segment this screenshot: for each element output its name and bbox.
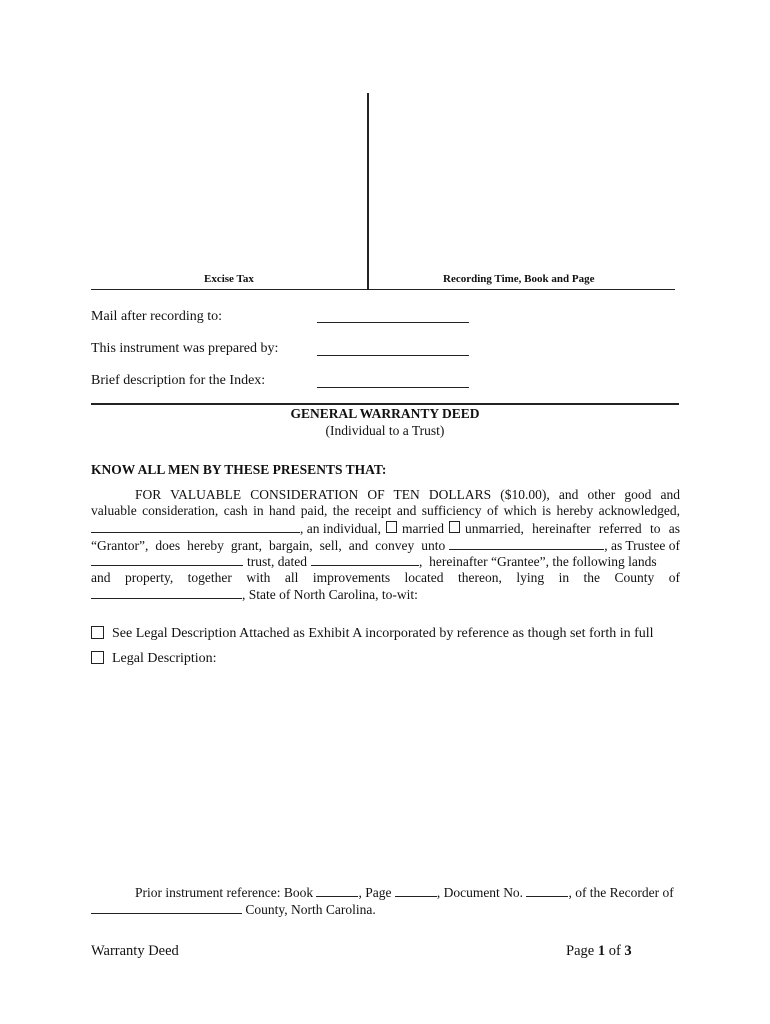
prepared-by-label: This instrument was prepared by: [91,341,279,356]
document-title: GENERAL WARRANTY DEED [290,406,480,421]
book-field[interactable] [316,884,358,897]
prior-recorder-text: , of the Recorder of [568,885,674,900]
state-text: , State of North Carolina, to-wit: [242,587,418,602]
body-line-1: FOR VALUABLE CONSIDERATION OF TEN DOLLARS ($10.00), and other good and [135,487,680,502]
married-label: married [402,521,444,536]
county-field[interactable] [91,586,242,599]
married-checkbox[interactable] [386,521,397,533]
document-subtitle: (Individual to a Trust) [325,423,445,438]
prepared-by-field[interactable] [317,355,469,356]
page-total: 3 [624,943,632,959]
excise-tax-label: Excise Tax [204,273,254,285]
prior-page-text: , Page [358,885,392,900]
trust-date-field[interactable] [311,553,419,566]
header-divider [367,93,369,289]
section-divider [91,403,679,405]
legal-option [91,651,217,667]
trustee-name-field[interactable] [449,537,604,550]
page-field[interactable] [395,884,437,897]
mail-after-label: Mail after recording to: [91,309,223,324]
legal-checkbox[interactable] [91,651,104,664]
grantee-text: , hereinafter “Grantee”, the following lands [419,554,657,569]
document-no-field[interactable] [526,884,568,897]
prior-line-2 [91,901,680,918]
body-line-4 [91,537,680,554]
exhibit-option [91,626,654,642]
grantor-name-field[interactable] [91,520,300,533]
mail-after-field[interactable] [317,322,469,323]
grant-text: “Grantor”, does hereby grant, bargain, sell, and convey unto [91,538,446,553]
unmarried-text: unmarried, hereinafter referred to as [464,521,680,536]
page-of: of [608,943,621,959]
brief-description-field[interactable] [317,387,469,388]
brief-description-label: Brief description for the Index: [91,373,266,388]
body-line-3 [91,520,680,537]
page-current: 1 [597,943,606,959]
body-line-5 [91,553,680,570]
footer-doc-name: Warranty Deed [91,943,179,959]
trustee-text: , as Trustee of [604,538,680,553]
individual-text: , an individual, [300,521,381,536]
recording-label: Recording Time, Book and Page [443,273,595,285]
footer-page-number [566,943,632,960]
prior-line-1 [135,884,680,901]
body-line-6: and property, together with all improvements located thereon, lying in the County of [91,570,680,585]
prior-docno-text: , Document No. [436,885,524,900]
exhibit-label: See Legal Description Attached as Exhibit A incorporated by reference as though set forth in full [112,626,654,641]
page-prefix: Page [566,943,595,959]
body-line-2: valuable consideration, cash in hand paid, the receipt and sufficiency of which is hereby acknowledged, [91,503,680,518]
prior-book-text: Prior instrument reference: Book [135,885,314,900]
trust-dated-text: trust, dated [247,554,307,569]
body-line-7 [91,586,680,603]
prior-county-text: County, North Carolina. [245,902,376,917]
legal-label: Legal Description: [112,651,217,666]
unmarried-checkbox[interactable] [449,521,460,533]
know-all-heading: KNOW ALL MEN BY THESE PRESENTS THAT: [91,462,387,477]
prior-county-field[interactable] [91,901,242,914]
exhibit-checkbox[interactable] [91,626,104,639]
trust-name-field[interactable] [91,553,243,566]
header-rule [91,289,675,290]
